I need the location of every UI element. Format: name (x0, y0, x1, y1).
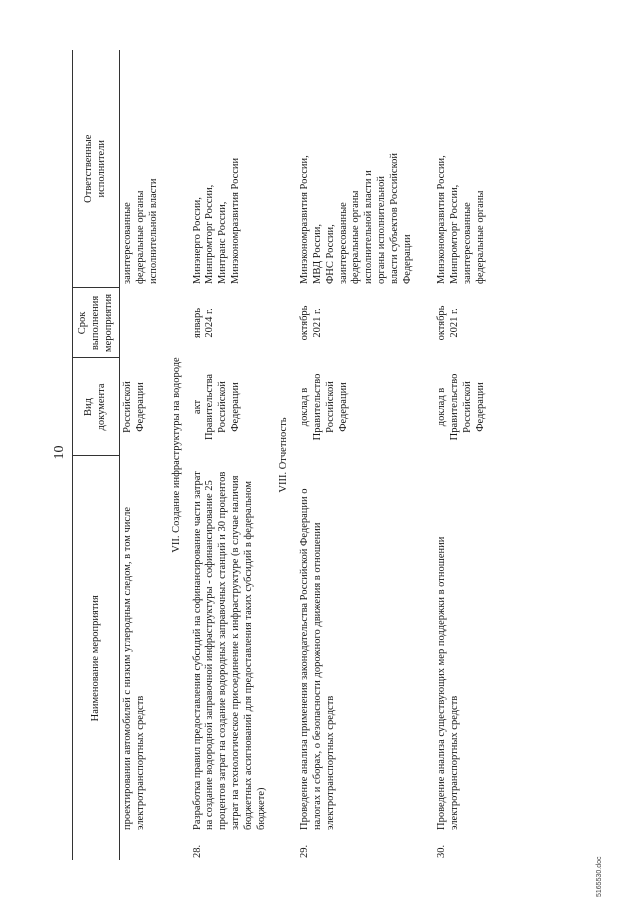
row-term: октябрь 2021 г. (299, 305, 323, 341)
row-executors: Минэкономразвития России, Минпромторг России, заинтересованные федеральные органы (436, 155, 486, 284)
page-number: 10 (52, 445, 67, 460)
table-row-continuation (120, 50, 163, 860)
header-executors: Ответственные исполнители (73, 50, 120, 288)
row-name: Разработка правил предоставления субсидий на софинансирование части затрат на создание водородной заправочной инфраструктуры - софинансирование 25 процентов затрат на создание водородных заправочных станций и 30 процентов затрат на технологическое присоединение к инфраструктуре (в случае наличия бюджетных ассигнований для предоставления таких субсидий в федеральном бюджете) (191, 471, 267, 830)
section-heading-row (163, 50, 190, 860)
row-doc-type: акт Правительства Российской Федерации (191, 373, 241, 441)
row-doc-type: Российской Федерации (122, 381, 147, 433)
row-number (120, 834, 163, 860)
row-number: 28. (191, 844, 203, 858)
row-name: проектировании автомобилей с низким углеродным следом, в том числе электротранспортных средств (122, 507, 147, 830)
table-row (434, 50, 489, 860)
row-executors: Минэкономразвития России, МВД России, ФНС России, заинтересованные федеральные органы исполнительной власти и органы исполнительной власти субъектов Российской Федерации (299, 152, 413, 284)
row-executors: заинтересованные федеральные органы исполнительной власти (122, 178, 159, 284)
header-term: Срок выполнения мероприятия (73, 288, 120, 358)
row-spacer (416, 50, 434, 860)
row-name: Проведение анализа применения законодательства Российской Федерации о налогах и сборах, о безопасности дорожного движения в отношении электротранспортных средств (299, 488, 336, 830)
header-doc-type: Вид документа (73, 358, 120, 456)
row-doc-type: доклад в Правительство Российской Федерации (299, 373, 349, 441)
row-term (120, 288, 163, 358)
row-number: 30. (436, 844, 448, 858)
table-row (297, 50, 416, 860)
row-term: январь 2024 г. (191, 308, 216, 338)
document-id: 5165530.doc (596, 856, 603, 897)
row-number: 29. (299, 844, 311, 858)
table-header-row (73, 50, 120, 860)
section-heading-row (270, 50, 297, 860)
section-heading: VII. Создание инфраструктуры на водороде (170, 357, 182, 553)
row-executors: Минэнерго России, Минпромторг России, Минтранс России, Минэкономразвития России (191, 157, 241, 284)
row-term: октябрь 2021 г. (436, 305, 461, 341)
table-row (190, 50, 271, 860)
header-name: Наименование мероприятия (73, 456, 120, 860)
row-doc-type: доклад в Правительство Российской Федерации (436, 373, 486, 441)
row-name: Проведение анализа существующих мер поддержки в отношении электротранспортных средств (436, 536, 461, 830)
measures-table (72, 50, 490, 860)
section-heading: VIII. Отчетность (278, 417, 290, 493)
